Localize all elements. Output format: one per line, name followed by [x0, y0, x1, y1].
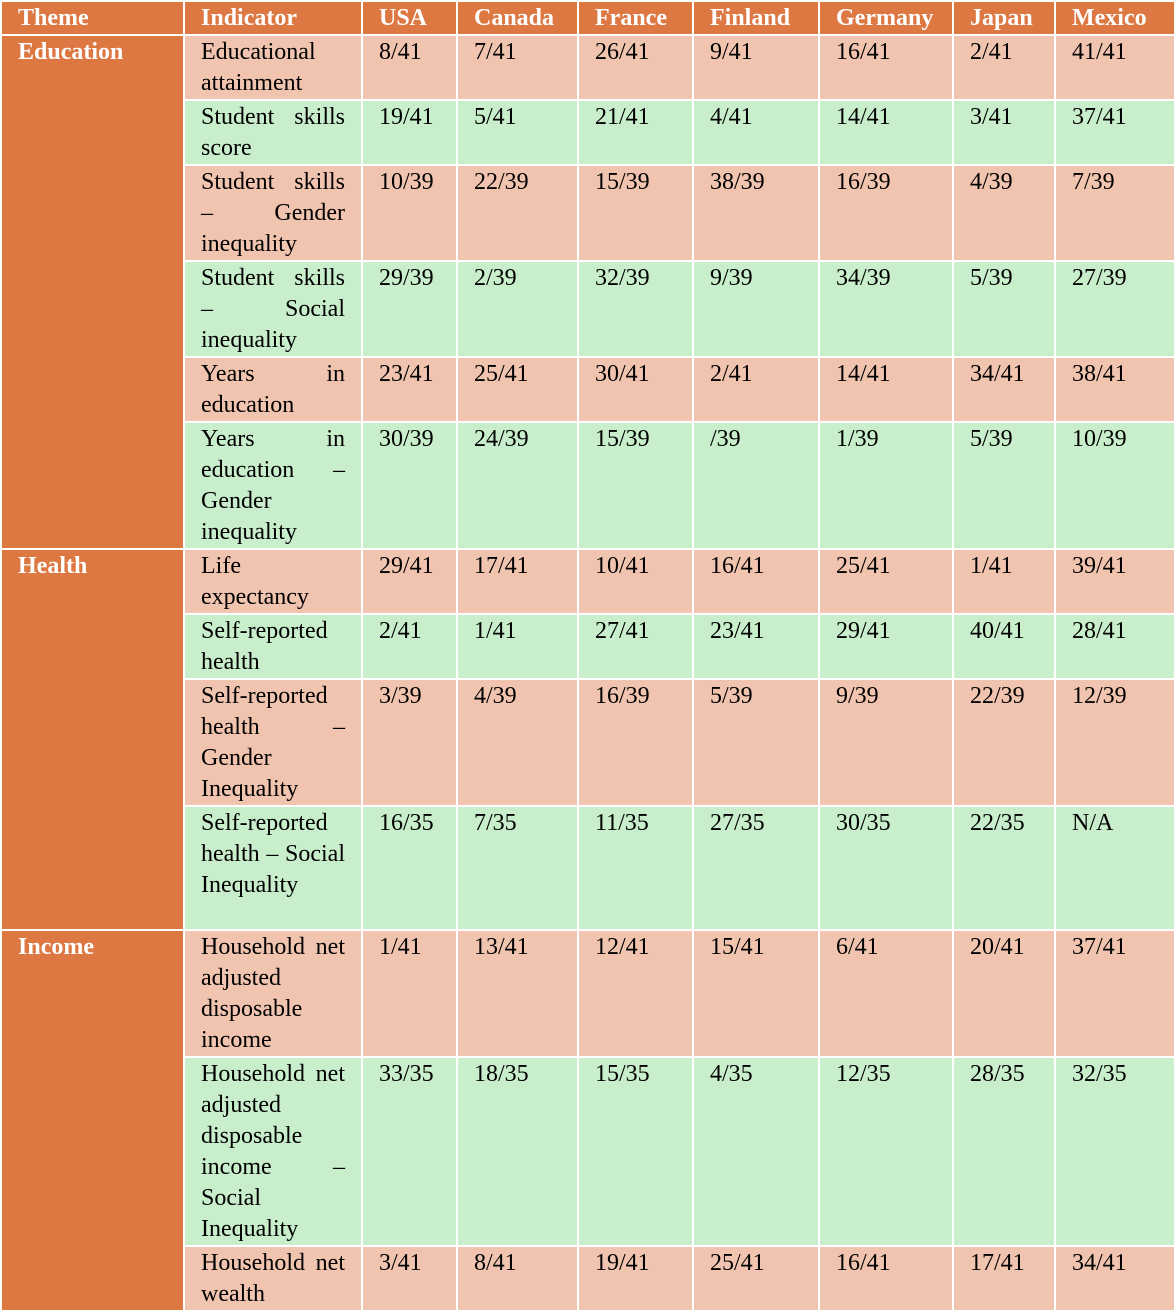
rank-cell: 13/41	[457, 930, 578, 1057]
rank-cell: 26/41	[578, 35, 693, 100]
rank-cell: 27/41	[578, 614, 693, 679]
header-japan: Japan	[953, 1, 1055, 35]
rank-cell: 20/41	[953, 930, 1055, 1057]
rank-cell: 21/41	[578, 100, 693, 165]
rank-cell: 32/39	[578, 261, 693, 357]
rank-cell: 38/39	[693, 165, 819, 261]
indicator-cell: Household net adjusted disposable income	[184, 930, 362, 1057]
rank-cell: 4/39	[457, 679, 578, 806]
rank-cell: 22/39	[457, 165, 578, 261]
indicator-cell: Years in education	[184, 357, 362, 422]
rank-cell: 25/41	[457, 357, 578, 422]
rank-cell: 16/41	[693, 549, 819, 614]
rank-cell: 34/41	[953, 357, 1055, 422]
rank-cell: /39	[693, 422, 819, 549]
rank-cell: 29/39	[362, 261, 457, 357]
rank-cell: 30/39	[362, 422, 457, 549]
rank-cell: 3/41	[362, 1246, 457, 1311]
rank-cell: 3/39	[362, 679, 457, 806]
rank-cell: 32/35	[1055, 1057, 1174, 1246]
rank-cell: 27/35	[693, 806, 819, 930]
rank-cell: 1/41	[362, 930, 457, 1057]
rank-cell: 29/41	[819, 614, 953, 679]
indicator-cell: Years in education – Gender inequality	[184, 422, 362, 549]
header-indicator: Indicator	[184, 1, 362, 35]
rank-cell: 16/39	[578, 679, 693, 806]
rank-cell: 1/39	[819, 422, 953, 549]
rank-cell: 28/35	[953, 1057, 1055, 1246]
rank-cell: 17/41	[953, 1246, 1055, 1311]
rank-cell: 41/41	[1055, 35, 1174, 100]
rank-cell: 34/39	[819, 261, 953, 357]
rank-cell: 14/41	[819, 100, 953, 165]
rank-cell: 11/35	[578, 806, 693, 930]
rank-cell: 24/39	[457, 422, 578, 549]
header-finland: Finland	[693, 1, 819, 35]
rank-cell: 5/39	[953, 422, 1055, 549]
rank-cell: 37/41	[1055, 100, 1174, 165]
rank-cell: 1/41	[457, 614, 578, 679]
rank-cell: 4/39	[953, 165, 1055, 261]
rank-cell: 33/35	[362, 1057, 457, 1246]
rank-cell: 16/41	[819, 35, 953, 100]
rank-cell: 37/41	[1055, 930, 1174, 1057]
rank-cell: 7/35	[457, 806, 578, 930]
rank-cell: 22/35	[953, 806, 1055, 930]
rank-cell: 40/41	[953, 614, 1055, 679]
rank-cell: 1/41	[953, 549, 1055, 614]
rank-cell: 23/41	[362, 357, 457, 422]
indicator-cell: Student skills – Gender inequality	[184, 165, 362, 261]
rank-cell: 6/41	[819, 930, 953, 1057]
rank-cell: 15/41	[693, 930, 819, 1057]
theme-cell: Education	[1, 35, 184, 549]
rank-cell: 29/41	[362, 549, 457, 614]
rank-cell: 5/39	[953, 261, 1055, 357]
rank-cell: 30/41	[578, 357, 693, 422]
rank-cell: 12/35	[819, 1057, 953, 1246]
header-usa: USA	[362, 1, 457, 35]
indicator-cell: Household net wealth	[184, 1246, 362, 1311]
rank-cell: 16/39	[819, 165, 953, 261]
rank-cell: 17/41	[457, 549, 578, 614]
header-germany: Germany	[819, 1, 953, 35]
header-mexico: Mexico	[1055, 1, 1174, 35]
rank-cell: 15/39	[578, 422, 693, 549]
rank-cell: 2/39	[457, 261, 578, 357]
rank-cell: 10/41	[578, 549, 693, 614]
indicator-cell: Self-reported health – Gender Inequality	[184, 679, 362, 806]
rank-cell: 25/41	[819, 549, 953, 614]
rank-cell: 2/41	[953, 35, 1055, 100]
rank-cell: 19/41	[362, 100, 457, 165]
rank-cell: 39/41	[1055, 549, 1174, 614]
header-france: France	[578, 1, 693, 35]
rank-cell: 3/41	[953, 100, 1055, 165]
rank-cell: 15/39	[578, 165, 693, 261]
rank-cell: 5/41	[457, 100, 578, 165]
rank-cell: 16/35	[362, 806, 457, 930]
indicator-cell: Self-reported health	[184, 614, 362, 679]
indicator-cell: Student skills score	[184, 100, 362, 165]
rank-cell: 5/39	[693, 679, 819, 806]
table-row	[1, 35, 1174, 100]
rank-cell: 7/41	[457, 35, 578, 100]
rank-cell: 4/35	[693, 1057, 819, 1246]
table-row	[1, 930, 1174, 1057]
rank-cell: 2/41	[362, 614, 457, 679]
indicator-cell: Student skills – Social inequality	[184, 261, 362, 357]
header-theme: Theme	[1, 1, 184, 35]
rank-cell: 8/41	[457, 1246, 578, 1311]
rank-cell: 16/41	[819, 1246, 953, 1311]
indicator-cell: Self-reported health – Social Inequality	[184, 806, 362, 930]
rank-cell: 7/39	[1055, 165, 1174, 261]
rank-cell: 10/39	[1055, 422, 1174, 549]
rank-cell: 4/41	[693, 100, 819, 165]
rank-cell: 22/39	[953, 679, 1055, 806]
rank-cell: N/A	[1055, 806, 1174, 930]
rank-cell: 12/39	[1055, 679, 1174, 806]
rank-cell: 34/41	[1055, 1246, 1174, 1311]
indicator-cell: Educational attainment	[184, 35, 362, 100]
rank-cell: 30/35	[819, 806, 953, 930]
rank-cell: 14/41	[819, 357, 953, 422]
rank-cell: 9/39	[693, 261, 819, 357]
rank-cell: 25/41	[693, 1246, 819, 1311]
rank-cell: 12/41	[578, 930, 693, 1057]
table-body	[1, 35, 1174, 1311]
rank-cell: 23/41	[693, 614, 819, 679]
header-canada: Canada	[457, 1, 578, 35]
header-row	[1, 1, 1174, 35]
table-row	[1, 549, 1174, 614]
rank-cell: 8/41	[362, 35, 457, 100]
rank-cell: 9/39	[819, 679, 953, 806]
rank-cell: 27/39	[1055, 261, 1174, 357]
rank-cell: 9/41	[693, 35, 819, 100]
rank-cell: 38/41	[1055, 357, 1174, 422]
rank-cell: 19/41	[578, 1246, 693, 1311]
theme-cell: Income	[1, 930, 184, 1311]
indicator-cell: Household net adjusted disposable income – Social Inequality	[184, 1057, 362, 1246]
rank-cell: 18/35	[457, 1057, 578, 1246]
rank-cell: 10/39	[362, 165, 457, 261]
rank-cell: 15/35	[578, 1057, 693, 1246]
rank-cell: 2/41	[693, 357, 819, 422]
rank-cell: 28/41	[1055, 614, 1174, 679]
indicator-cell: Life expectancy	[184, 549, 362, 614]
theme-cell: Health	[1, 549, 184, 930]
